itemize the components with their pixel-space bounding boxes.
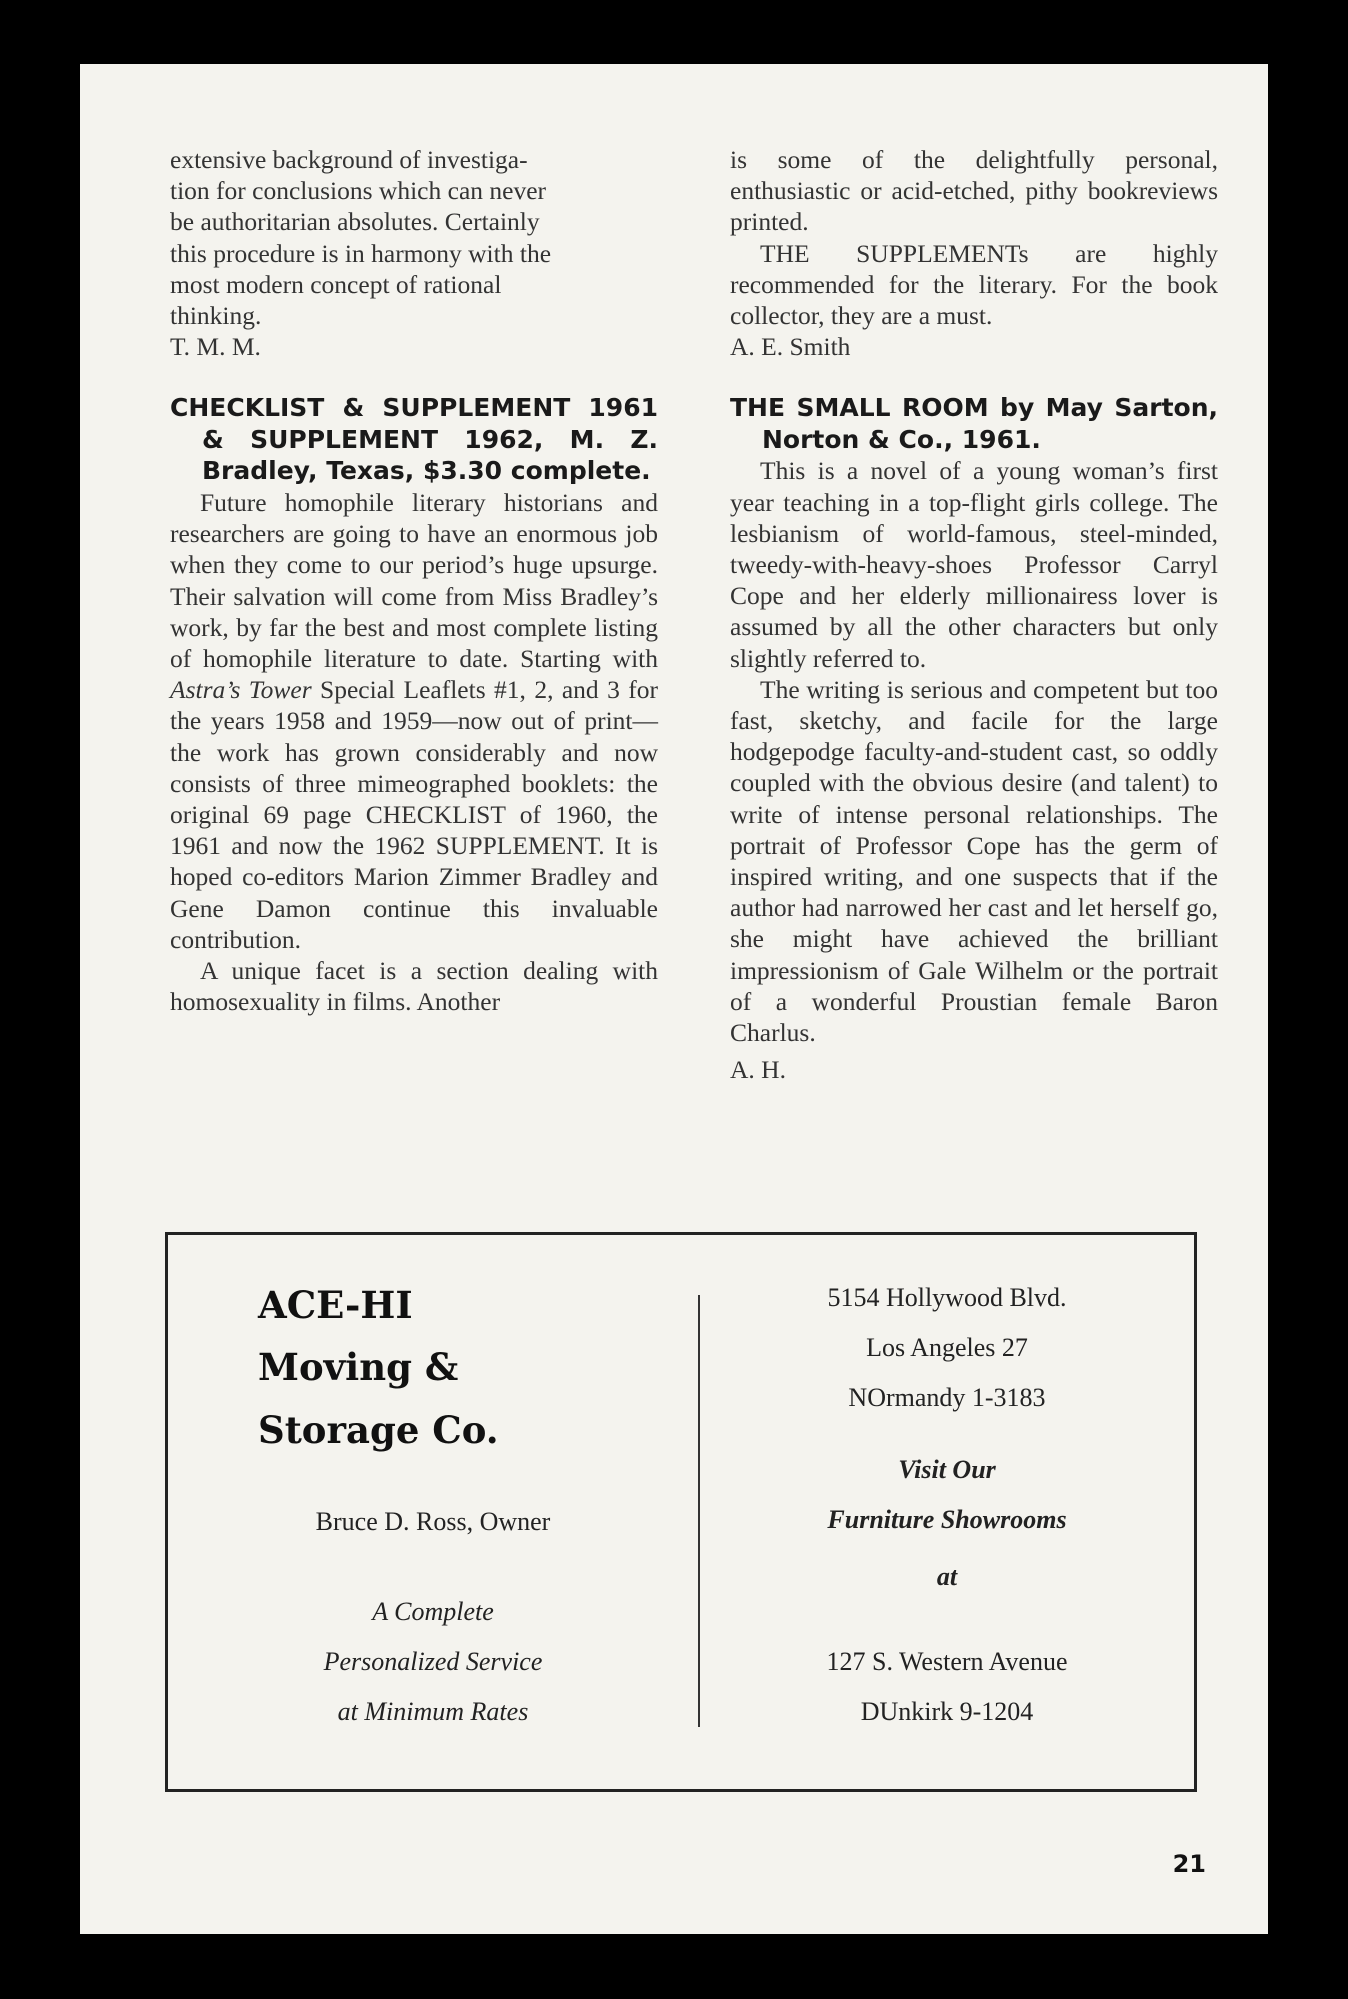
tagline-line: at Minimum Rates bbox=[337, 1697, 529, 1726]
address-line: 5154 Hollywood Blvd. bbox=[827, 1283, 1067, 1312]
review-paragraph: THE SUPPLEMENTs are highly recommended for the literary. For the book collector, they are a must. bbox=[730, 238, 1218, 331]
right-column bbox=[730, 144, 1218, 1085]
tagline-line: A Complete bbox=[372, 1597, 494, 1626]
tagline-line: Personalized Service bbox=[323, 1647, 543, 1676]
left-column bbox=[170, 144, 658, 1017]
review-heading-small-room: THE SMALL ROOM by May Sarton, Norton & Co., 1961. bbox=[730, 393, 1218, 454]
intro-line: extensive background of investiga- bbox=[170, 145, 528, 174]
intro-signature: T. M. M. bbox=[170, 332, 261, 362]
company-name-line: Moving & bbox=[258, 1345, 459, 1389]
showroom-phone-line: DUnkirk 9-1204 bbox=[860, 1697, 1034, 1726]
showroom-line: Furniture Showrooms bbox=[827, 1505, 1067, 1534]
review-heading-checklist: CHECKLIST & SUPPLEMENT 1961 & SUPPLEMENT 1962, M. Z. Bradley, Texas, $3.30 complete. bbox=[170, 393, 658, 486]
phone-line: NOrmandy 1-3183 bbox=[848, 1383, 1046, 1412]
intro-line: thinking. bbox=[170, 301, 262, 331]
intro-line: be authoritarian absolutes. Certainly bbox=[170, 207, 540, 237]
intro-line: this procedure is in harmony with the bbox=[170, 238, 552, 268]
review-signature: A. E. Smith bbox=[730, 332, 851, 362]
review-paragraph: Future homophile literary historians and researchers are going to have an enormous job when they come to our period’s huge upsurge. Their salvation will come from Miss Bradley’s work, by far the best and most complete listing of homophile literature to date. Starting with Astra’s Tower Special Leaflets #1, 2, and 3 for the years 1958 and 1959—now out of print—the work has grown considerably and now consists of three mimeographed booklets: the original 69 page CHECKLIST of 1960, the 1961 and now the 1962 SUPPLEMENT. It is hoped co-editors Marion Zimmer Bradley and Gene Damon continue this invaluable contribution. bbox=[170, 487, 658, 954]
page-number: 21 bbox=[1172, 1850, 1206, 1878]
company-name-line: ACE-HI bbox=[258, 1283, 413, 1327]
review-paragraph: A unique facet is a section dealing with homosexuality in films. Another bbox=[170, 955, 658, 1017]
intro-line: tion for conclusions which can never bbox=[170, 176, 547, 206]
magazine-page bbox=[80, 64, 1268, 1934]
intro-text bbox=[170, 144, 658, 331]
showroom-line: at bbox=[936, 1562, 958, 1591]
review-paragraph: This is a novel of a young woman’s first year teaching in a top-flight girls college. The lesbianism of world-famous, steel-minded, tweedy-with-heavy-shoes Professor Carryl Cope and her elderly millionairess lover is assumed by all the other characters but only slightly referred to. bbox=[730, 456, 1218, 673]
intro-line: most modern concept of rational bbox=[170, 269, 502, 299]
review-paragraph: The writing is serious and competent but too fast, sketchy, and facile for the large hodgepodge faculty-and-student cast, so oddly coupled with the obvious desire (and talent) to write of intense personal relationships. The portrait of Professor Cope has the germ of inspired writing, and one suspects that if the author had narrowed her cast and let herself go, she might have achieved the brilliant impressionism of Gale Wilhelm or the portrait of a wonderful Proustian female Baron Charlus. bbox=[730, 674, 1218, 1048]
owner-line: Bruce D. Ross, Owner bbox=[315, 1507, 551, 1536]
address-line: Los Angeles 27 bbox=[866, 1333, 1028, 1362]
showroom-address-line: 127 S. Western Avenue bbox=[826, 1647, 1068, 1676]
review-paragraph: is some of the delightfully personal, enthusiastic or acid-etched, pithy bookreviews printed. bbox=[730, 145, 1218, 237]
showroom-line: Visit Our bbox=[898, 1455, 996, 1484]
review-signature: A. H. bbox=[730, 1055, 786, 1085]
periodical-title: Astra’s Tower bbox=[170, 675, 312, 705]
moving-company-advertisement bbox=[165, 1232, 1197, 1792]
company-name-line: Storage Co. bbox=[258, 1408, 499, 1452]
